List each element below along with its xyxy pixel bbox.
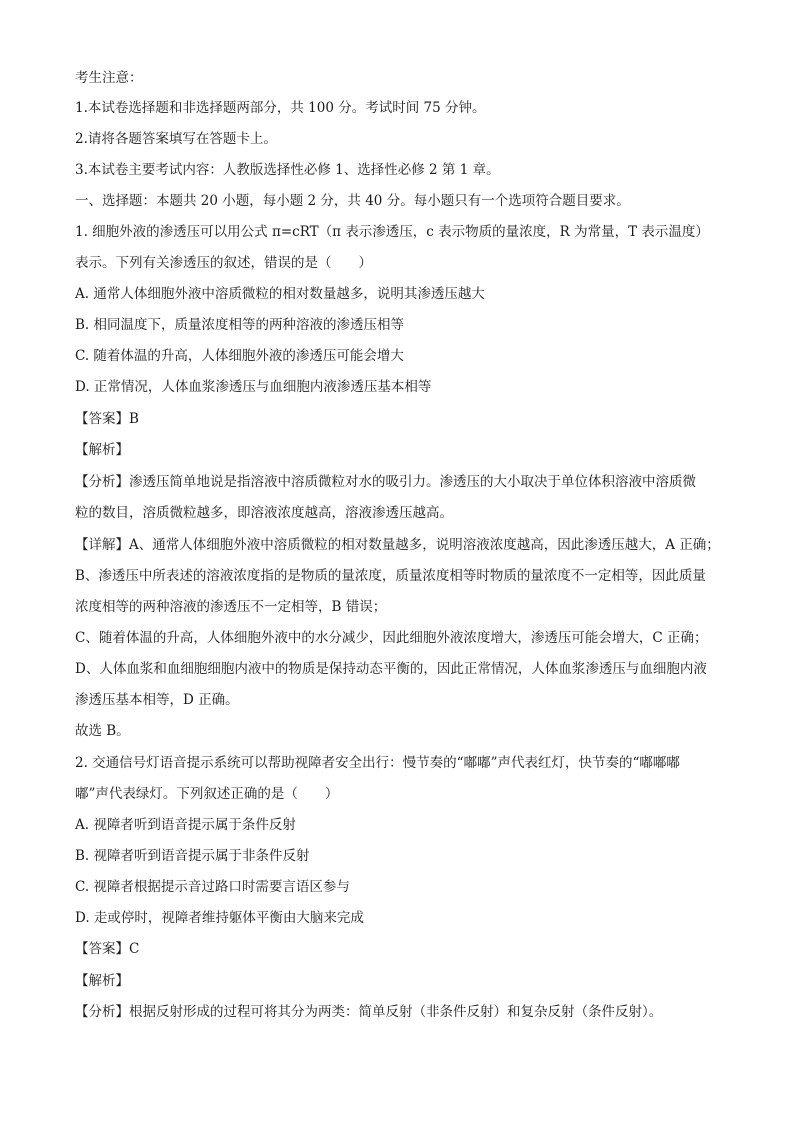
question-1-analysis-1: 【分析】渗透压简单地说是指溶液中溶质微粒对水的吸引力。渗透压的大小取决于单位体积溶液中溶质微 xyxy=(75,474,696,490)
question-1-detail-6: 渗透压基本相等，D 正确。 xyxy=(75,692,239,708)
question-2-option-b: B. 视障者听到语音提示属于非条件反射 xyxy=(75,848,310,864)
question-1-option-a: A. 通常人体细胞外液中溶质微粒的相对数量越多，说明其渗透压越大 xyxy=(75,286,485,302)
question-1-detail-1: 【详解】A、通常人体细胞外液中溶质微粒的相对数量越多，说明溶液浓度越高，因此渗透压越大，A 正确； xyxy=(75,537,720,553)
question-1-analysis-2: 粒的数目，溶质微粒越多，即溶液浓度越高，溶液渗透压越高。 xyxy=(75,505,453,521)
section-heading: 一、选择题：本题共 20 小题，每小题 2 分，共 40 分。每小题只有一个选项符合题目要求。 xyxy=(75,193,630,209)
question-1-conclusion: 故选 B。 xyxy=(75,723,130,739)
question-2-stem-cont: 嘟”声代表绿灯。下列叙述正确的是（ ） xyxy=(75,786,339,802)
question-2-analysis-label: 【解析】 xyxy=(75,973,129,989)
question-1-detail-4: C、随着体温的升高，人体细胞外液中的水分减少，因此细胞外液浓度增大，渗透压可能会增大，C 正确； xyxy=(75,630,708,646)
question-2-option-c: C. 视障者根据提示音过路口时需要言语区参与 xyxy=(75,879,350,895)
notice-item-2: 2.请将各题答案填写在答题卡上。 xyxy=(75,131,277,147)
question-1-detail-2: B、渗透压中所表述的溶液浓度指的是物质的量浓度，质量浓度相等时物质的量浓度不一定相等，因此质量 xyxy=(75,568,706,584)
question-2-option-a: A. 视障者听到语音提示属于条件反射 xyxy=(75,817,296,833)
question-2-analysis-1: 【分析】根据反射形成的过程可将其分为两类：简单反射（非条件反射）和复杂反射（条件反射）。 xyxy=(75,1004,663,1020)
question-1-stem-cont: 表示。下列有关渗透压的叙述，错误的是（ ） xyxy=(75,255,372,271)
question-1-option-b: B. 相同温度下，质量浓度相等的两种溶液的渗透压相等 xyxy=(75,317,405,333)
notice-item-3: 3.本试卷主要考试内容：人教版选择性必修 1、选择性必修 2 第 1 章。 xyxy=(75,162,500,178)
notice-heading: 考生注意： xyxy=(75,70,143,86)
question-1-option-d: D. 正常情况，人体血浆渗透压与血细胞内液渗透压基本相等 xyxy=(75,379,432,395)
question-1-detail-3: 浓度相等的两种溶液的渗透压不一定相等，B 错误； xyxy=(75,599,387,615)
question-2-answer: 【答案】C xyxy=(75,941,140,957)
question-1-detail-5: D、人体血浆和血细胞细胞内液中的物质是保持动态平衡的，因此正常情况，人体血浆渗透压与血细胞内液 xyxy=(75,661,707,677)
notice-item-1: 1.本试卷选择题和非选择题两部分，共 100 分。考试时间 75 分钟。 xyxy=(75,100,486,116)
question-2-stem: 2. 交通信号灯语音提示系统可以帮助视障者安全出行：慢节奏的“嘟嘟”声代表红灯，快节奏的“嘟嘟嘟 xyxy=(75,755,680,771)
question-1-analysis-label: 【解析】 xyxy=(75,442,129,458)
question-1-stem: 1. 细胞外液的渗透压可以用公式 π=cRT（π 表示渗透压，c 表示物质的量浓度，R 为常量，T 表示温度） xyxy=(75,224,709,240)
question-1-option-c: C. 随着体温的升高，人体细胞外液的渗透压可能会增大 xyxy=(75,348,404,364)
question-1-answer: 【答案】B xyxy=(75,411,139,427)
question-2-option-d: D. 走或停时，视障者维持躯体平衡由大脑来完成 xyxy=(75,910,364,926)
